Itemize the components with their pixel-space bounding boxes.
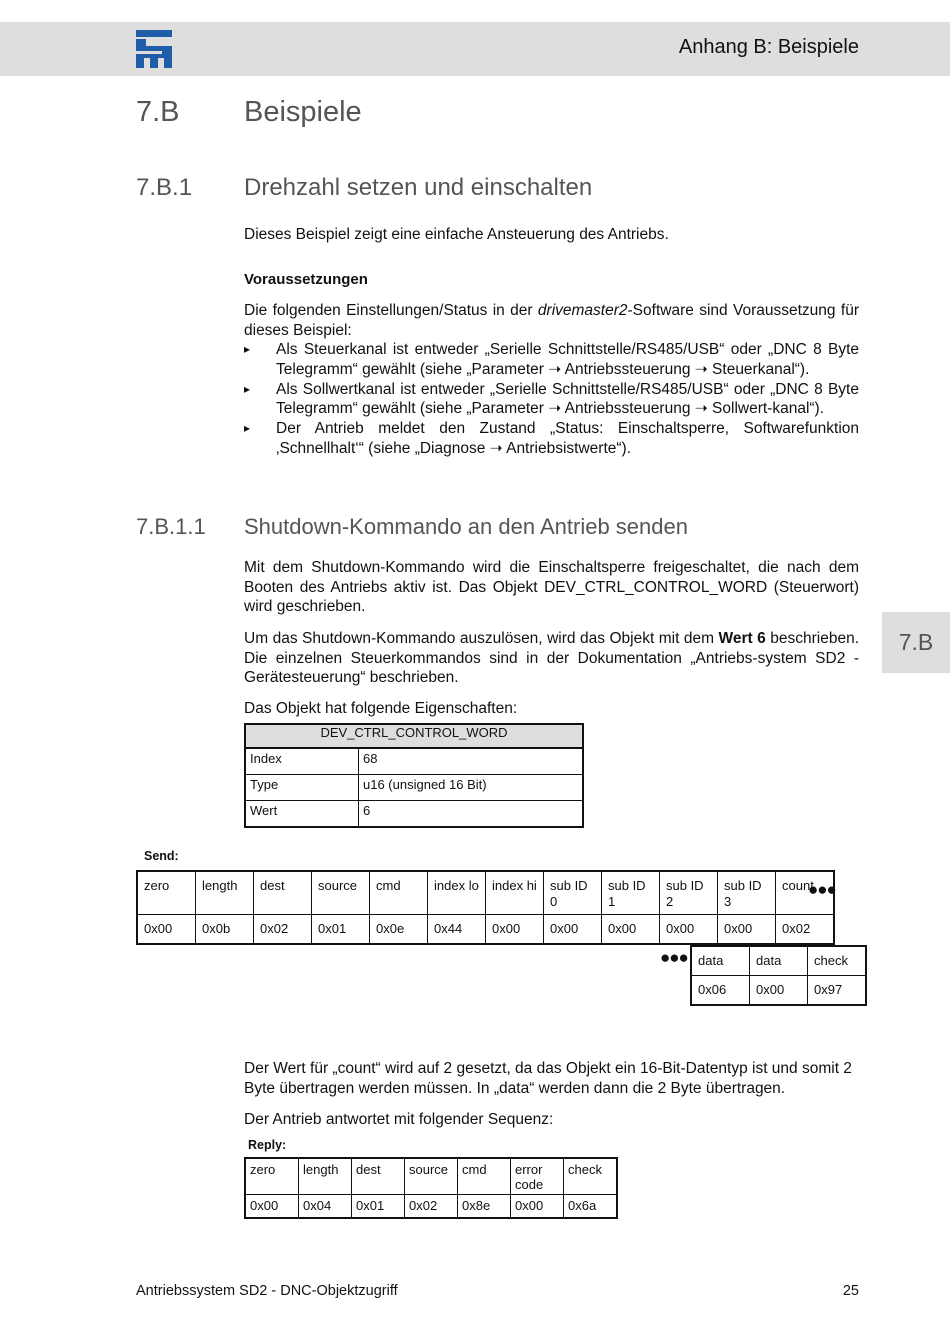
prereq-paragraph — [244, 301, 859, 340]
subsection-title: Drehzahl setzen und einschalten — [244, 174, 593, 201]
section-title: Beispiele — [244, 96, 362, 128]
reply-value: 0x00 — [511, 1195, 564, 1219]
send-header: count — [776, 871, 835, 915]
continuation-ellipsis-icon: ●●● — [660, 948, 688, 967]
property-key: Wert — [245, 801, 359, 828]
reply-header: zero — [245, 1158, 299, 1195]
reply-header: dest — [352, 1158, 405, 1195]
send-value: 0x02 — [254, 915, 312, 945]
reply-header: cmd — [458, 1158, 511, 1195]
property-value: u16 (unsigned 16 Bit) — [359, 775, 584, 801]
table-row — [245, 801, 583, 828]
value-highlight: Wert 6 — [718, 630, 766, 647]
reply-value: 0x01 — [352, 1195, 405, 1219]
send-value: 0x00 — [718, 915, 776, 945]
send-header: sub ID 3 — [718, 871, 776, 915]
reply-header: source — [405, 1158, 458, 1195]
continuation-ellipsis-icon: ●●● — [808, 880, 836, 899]
reply-label: Reply: — [248, 1138, 287, 1152]
table-row — [245, 1158, 617, 1195]
send-header: data — [691, 946, 750, 976]
list-item: ▸ Als Steuerkanal ist entweder „Serielle Schnittstelle/RS485/USB“ oder „DNC 8 Byte Telegramm“ gewählt (siehe „Parameter ➝ Antriebssteuerung ➝ Steuerkanal“). — [244, 340, 859, 380]
footer-document-title: Antriebssystem SD2 - DNC-Objektzugriff — [136, 1283, 398, 1299]
section-number: 7.B — [136, 96, 180, 128]
page-number: 25 — [842, 1283, 859, 1299]
send-header: length — [196, 871, 254, 915]
prereq-text: Die folgenden Einstellungen/Status in der — [244, 302, 538, 319]
reply-header: check — [564, 1158, 618, 1195]
send-value: 0x02 — [776, 915, 835, 945]
send-value: 0x00 — [602, 915, 660, 945]
software-name: drivemaster2 — [537, 302, 628, 319]
reply-value: 0x8e — [458, 1195, 511, 1219]
property-key: Index — [245, 748, 359, 775]
send-header: sub ID 0 — [544, 871, 602, 915]
reply-value: 0x04 — [299, 1195, 352, 1219]
send-value: 0x44 — [428, 915, 486, 945]
send-header: index hi — [486, 871, 544, 915]
prereq-text-end: -Software sind Voraussetzung für dieses Beispiel: — [244, 302, 859, 339]
shutdown-paragraph-1: Mit dem Shutdown-Kommando wird die Einschaltsperre freigeschaltet, die nach dem Booten des Antriebs aktiv ist. Das Objekt DEV_CTRL_CONTROL_WORD (Steuerwort) wird geschrieben. — [244, 559, 859, 615]
table-row — [691, 946, 866, 976]
property-value: 6 — [359, 801, 584, 828]
props-intro: Das Objekt hat folgende Eigenschaften: — [244, 700, 518, 717]
send-value: 0x01 — [312, 915, 370, 945]
table-row — [137, 871, 834, 915]
send-value: 0x00 — [486, 915, 544, 945]
send-header: sub ID 1 — [602, 871, 660, 915]
prereq-heading: Voraussetzungen — [244, 271, 368, 288]
para2-text: Um das Shutdown-Kommando auszulösen, wird das Objekt mit dem — [244, 630, 719, 647]
table-row — [245, 775, 583, 801]
properties-table-title: DEV_CTRL_CONTROL_WORD — [245, 724, 583, 748]
send-header: zero — [137, 871, 196, 915]
table-row — [245, 1195, 617, 1219]
property-value: 68 — [359, 748, 584, 775]
reply-header: length — [299, 1158, 352, 1195]
subsection-number: 7.B.1 — [136, 174, 193, 201]
property-key: Type — [245, 775, 359, 801]
prereq-list — [244, 340, 859, 459]
send-header: sub ID 2 — [660, 871, 718, 915]
list-item: ▸ Als Sollwertkanal ist entweder „Serielle Schnittstelle/RS485/USB“ oder „DNC 8 Byte Telegramm“ gewählt (siehe „Parameter ➝ Antriebssteuerung ➝ Sollwert-kanal“). — [244, 380, 859, 420]
running-header-title: Anhang B: Beispiele — [678, 36, 859, 58]
send-header: dest — [254, 871, 312, 915]
table-row — [245, 748, 583, 775]
send-value: 0x06 — [691, 976, 750, 1006]
reply-value: 0x6a — [564, 1195, 618, 1219]
send-value: 0x00 — [544, 915, 602, 945]
reply-intro: Der Antrieb antwortet mit folgender Sequenz: — [244, 1111, 554, 1128]
chapter-side-tab: 7.B — [882, 612, 950, 673]
send-value: 0x0e — [370, 915, 428, 945]
subsubsection-title: Shutdown-Kommando an den Antrieb senden — [244, 514, 688, 539]
send-header: source — [312, 871, 370, 915]
para2-text-end: beschrieben. Die einzelnen Steuerkommandos sind in der Dokumentation „Antriebs-system SD2 - Gerätesteuerung“ beschrieben. — [244, 630, 859, 686]
send-value: 0x97 — [808, 976, 867, 1006]
send-value: 0x00 — [660, 915, 718, 945]
send-value: 0x0b — [196, 915, 254, 945]
send-value: 0x00 — [750, 976, 808, 1006]
list-item: ▸ Der Antrieb meldet den Zustand „Status: Einschaltsperre, Softwarefunktion ‚Schnellhalt‘“ (siehe „Diagnose ➝ Antriebsistwerte“). — [244, 419, 859, 459]
reply-header: error code — [511, 1158, 564, 1195]
reply-table — [244, 1157, 618, 1219]
intro-paragraph: Dieses Beispiel zeigt eine einfache Ansteuerung des Antriebs. — [244, 226, 669, 243]
count-explanation: Der Wert für „count“ wird auf 2 gesetzt, da das Objekt ein 16-Bit-Datentyp ist und somit 2 Byte übertragen werden müssen. In „data“ werden dann die 2 Byte übertragen. — [244, 1060, 852, 1097]
reply-value: 0x00 — [245, 1195, 299, 1219]
send-header: cmd — [370, 871, 428, 915]
reply-value: 0x02 — [405, 1195, 458, 1219]
properties-table — [244, 723, 584, 828]
table-row — [137, 915, 834, 945]
shutdown-paragraph-2 — [244, 629, 859, 688]
send-label: Send: — [144, 849, 179, 863]
send-header: check — [808, 946, 867, 976]
subsubsection-number: 7.B.1.1 — [136, 514, 206, 539]
send-header: data — [750, 946, 808, 976]
send-table — [136, 870, 835, 945]
table-row — [691, 976, 866, 1006]
send-header: index lo — [428, 871, 486, 915]
send-value: 0x00 — [137, 915, 196, 945]
send-continuation-table — [690, 945, 867, 1006]
company-logo-icon — [136, 30, 172, 68]
